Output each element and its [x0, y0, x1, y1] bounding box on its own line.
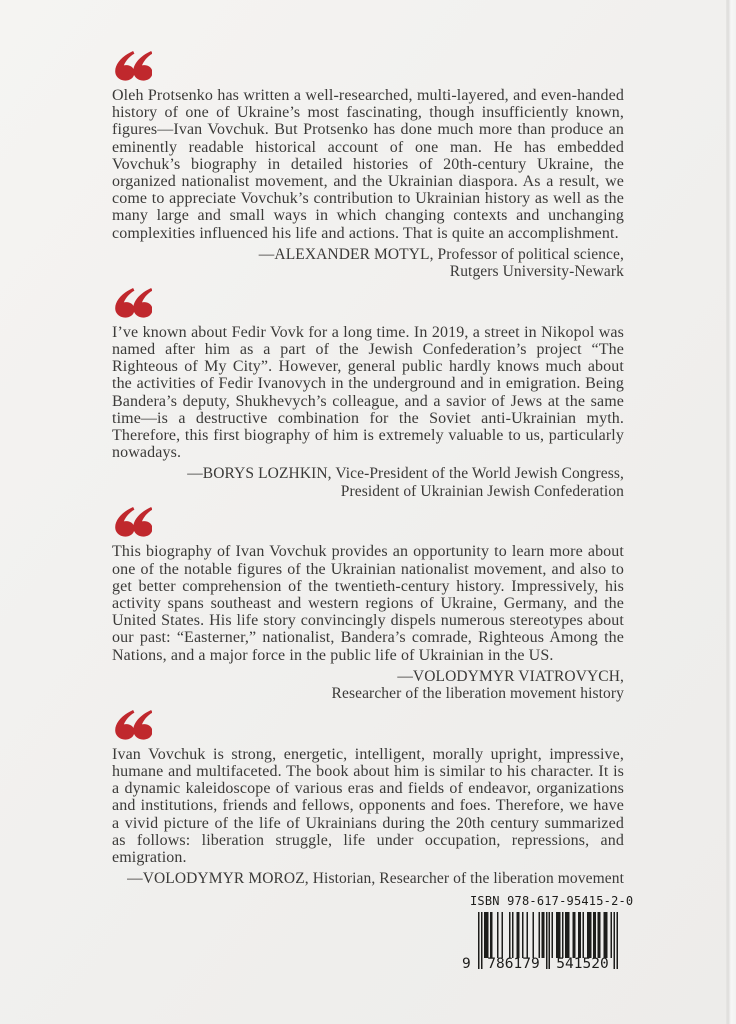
endorsements-column: [112, 51, 624, 895]
barcode-digit-group-1: 786179: [487, 956, 540, 972]
attribution-line: —BORYS LOZHKIN, Vice-President of the World Jewish Congress,: [187, 465, 624, 483]
isbn-barcode-block: [462, 894, 634, 972]
endorsement-quote: [112, 51, 624, 281]
quote-text: Oleh Protsenko has written a well-researched, multi-layered, and even-handed history of one of Ukraine’s most fascinating, though insufficiently known, figures—Ivan Vovchuk. But Protsenko has done much more than produce an eminently readable historical account of one man. He has embedded Vovchuk’s biography in detailed histories of 20th-century Ukraine, the organized nationalist movement, and the Ukrainian diaspora. As a result, we come to appreciate Vovchuk’s contribution to Ukrainian history as well as the many large and small ways in which changing contexts and unchanging complexities influenced his life and actions. That is quite an accomplishment.: [112, 87, 624, 242]
attribution-line: Researcher of the liberation movement history: [331, 685, 624, 703]
quote-text: Ivan Vovchuk is strong, energetic, intelligent, morally upright, impressive, humane and multifaceted. The book about him is similar to his character. It is a dynamic kaleidoscope of various eras and fields of endeavor, organizations and institutions, friends and fellows, opponents and foes. Therefore, we have a vivid picture of the life of Ukrainians during the 20th century summarized as follows: liberation struggle, life under occupation, repressions, and emigration.: [112, 745, 624, 867]
barcode-bars: [462, 912, 618, 972]
endorsement-quote: [112, 288, 624, 501]
quote-text: This biography of Ivan Vovchuk provides an opportunity to learn more about one of the notable figures of the Ukrainian nationalist movement, and also to get better comprehension of the twentieth-century history. Impressively, his activity spans southeast and western regions of Ukraine, Germany, and the United States. His life story convincingly dispels numerous stereotypes about our past: “Easterner,” nationalist, Bandera’s comrade, Righteous Among the Nations, and a major force in the public life of Ukrainian in the US.: [112, 543, 624, 664]
quote-text: I’ve known about Fedir Vovk for a long time. In 2019, a street in Nikopol was named after him as a part of the Jewish Confederation’s project “The Righteous of My City”. However, general public hardly knows much about the activities of Fedir Ivanovych in the underground and in emigration. Being Bandera’s deputy, Shukhevych’s colleague, and a savior of Jews at the same time—is a destructive combination for the Soviet anti-Ukrainian myth. Therefore, this first biography of him is extremely valuable to us, particularly nowadays.: [112, 323, 624, 462]
attribution-line: —VOLODYMYR VIATROVYCH,: [397, 667, 624, 685]
endorsement-quote: [112, 507, 624, 702]
isbn-label: ISBN 978-617-95415-2-0: [470, 894, 634, 908]
attribution-line: —VOLODYMYR MOROZ, Historian, Researcher of the liberation movement: [127, 870, 624, 888]
barcode-digits: [462, 956, 618, 974]
quote-attribution: [112, 870, 624, 888]
quote-attribution: [112, 668, 624, 703]
quote-icon: [112, 507, 152, 537]
endorsement-quote: [112, 710, 624, 888]
quotes-list: [112, 51, 624, 888]
quote-attribution: [112, 246, 624, 281]
attribution-line: —ALEXANDER MOTYL, Professor of political science,: [258, 245, 624, 263]
attribution-line: Rutgers University-Newark: [449, 263, 624, 281]
quote-icon: [112, 710, 152, 740]
book-page-edge: [726, 0, 736, 1024]
quote-attribution: [112, 465, 624, 500]
attribution-line: President of Ukrainian Jewish Confederation: [340, 482, 624, 500]
barcode-digit-prefix: 9: [462, 956, 471, 972]
barcode-digit-group-2: 541520: [556, 956, 609, 972]
quote-icon: [112, 51, 152, 81]
quote-icon: [112, 288, 152, 318]
